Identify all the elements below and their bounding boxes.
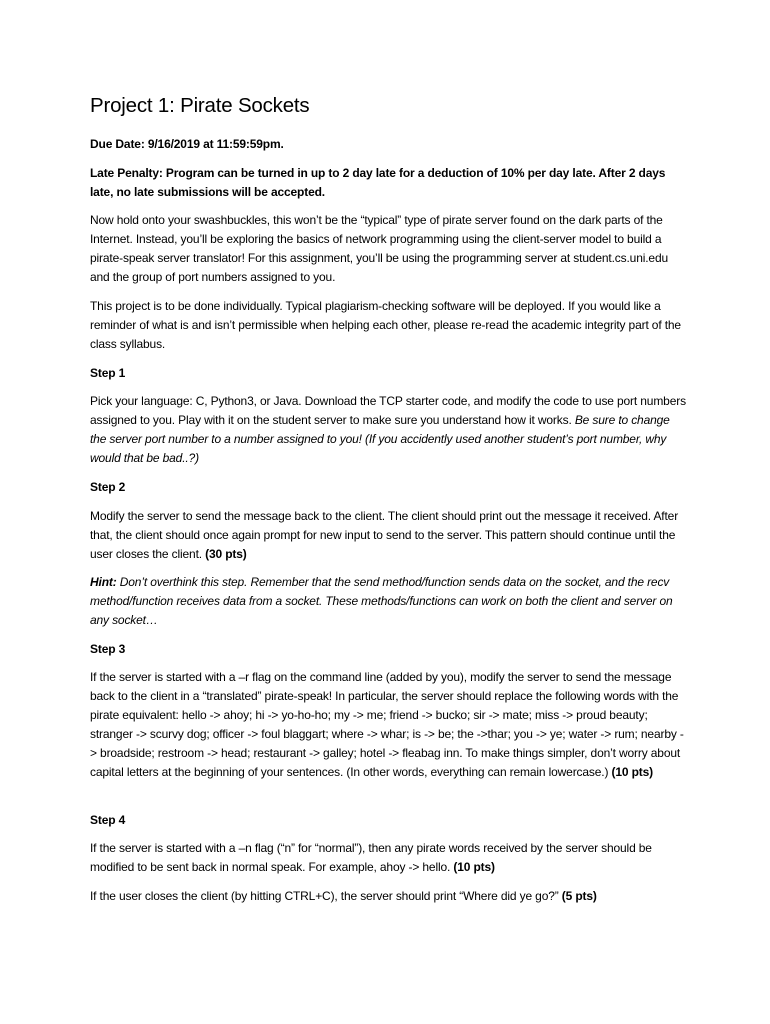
step3-text: If the server is started with a –r flag on the command line (added by you), modify the server to send the message back to the client in a “translated” pirate-speak! In particular, the server should replace the following words with the pirate equivalent: hello -> ahoy; hi -> yo-ho-ho; my -> me; friend -> bucko; sir -> mate; miss -> proud beauty; stranger -> scurvy dog; officer -> foul blaggart; where -> whar; is -> be; the ->thar; you -> ye; water -> rum; nearby -> broadside; restroom -> head; restaurant -> galley; hotel -> fleabag inn. To make things simpler, don’t worry about capital letters at the beginning of your sentences. (In other words, everything can remain lowercase.) (90, 670, 684, 779)
step1-text: Pick your language: C, Python3, or Java. Download the TCP starter code, and modify the code to use port numbers assigned to you. Play with it on the student server to make sure you understand how it works. (90, 394, 686, 427)
step2-heading: Step 2 (90, 480, 126, 494)
step1-heading: Step 1 (90, 366, 126, 380)
step4-paragraph (90, 839, 686, 877)
late-penalty: Late Penalty: Program can be turned in up to 2 day late for a deduction of 10% per day late. After 2 days late, no late submissions will be accepted. (90, 166, 666, 199)
step4-text2: If the user closes the client (by hitting CTRL+C), the server should print “Where did ye go?” (90, 889, 562, 903)
step1-paragraph (90, 392, 686, 468)
step1-italic: Be sure to change the server port number to a number assigned to you! (If you accidently used another student’s port number, why would that be bad..?) (90, 413, 670, 465)
step3-paragraph (90, 668, 686, 782)
step4-text: If the server is started with a –n flag (“n” for “normal”), then any pirate words received by the server should be modified to be sent back in normal speak. For example, ahoy -> hello. (90, 841, 652, 874)
step4-heading: Step 4 (90, 813, 126, 827)
step3-points: (10 pts) (611, 765, 653, 779)
intro-paragraph: Now hold onto your swashbuckles, this won’t be the “typical” type of pirate server found on the dark parts of the Internet. Instead, you’ll be exploring the basics of network programming using the client-server model to build a pirate-speak server translator! For this assignment, you’ll be using the programming server at student.cs.uni.edu and the group of port numbers assigned to you. (90, 213, 668, 284)
hint-text: Don’t overthink this step. Remember that the send method/function sends data on the socket, and the recv method/function receives data from a socket. These methods/functions can work on both the client and server on any socket… (90, 575, 673, 627)
step2-paragraph (90, 507, 686, 564)
page-title: Project 1: Pirate Sockets (90, 94, 310, 117)
step4-points2: (5 pts) (561, 889, 597, 903)
step4-points: (10 pts) (453, 860, 495, 874)
step2-hint (90, 573, 686, 630)
step3-heading: Step 3 (90, 642, 126, 656)
due-date: Due Date: 9/16/2019 at 11:59:59pm. (90, 137, 284, 151)
step2-text: Modify the server to send the message back to the client. The client should print out the message it received. After that, the client should once again prompt for new input to send to the server. This pattern should continue until the user closes the client. (90, 509, 679, 561)
individual-paragraph: This project is to be done individually. Typical plagiarism-checking software will be deployed. If you would like a reminder of what is and isn’t permissible when helping each other, please re-read the academic integrity part of the class syllabus. (90, 299, 681, 351)
hint-label: Hint: (90, 575, 117, 589)
step2-points: (30 pts) (205, 547, 247, 561)
step4-ctrl-c-paragraph (90, 887, 686, 906)
